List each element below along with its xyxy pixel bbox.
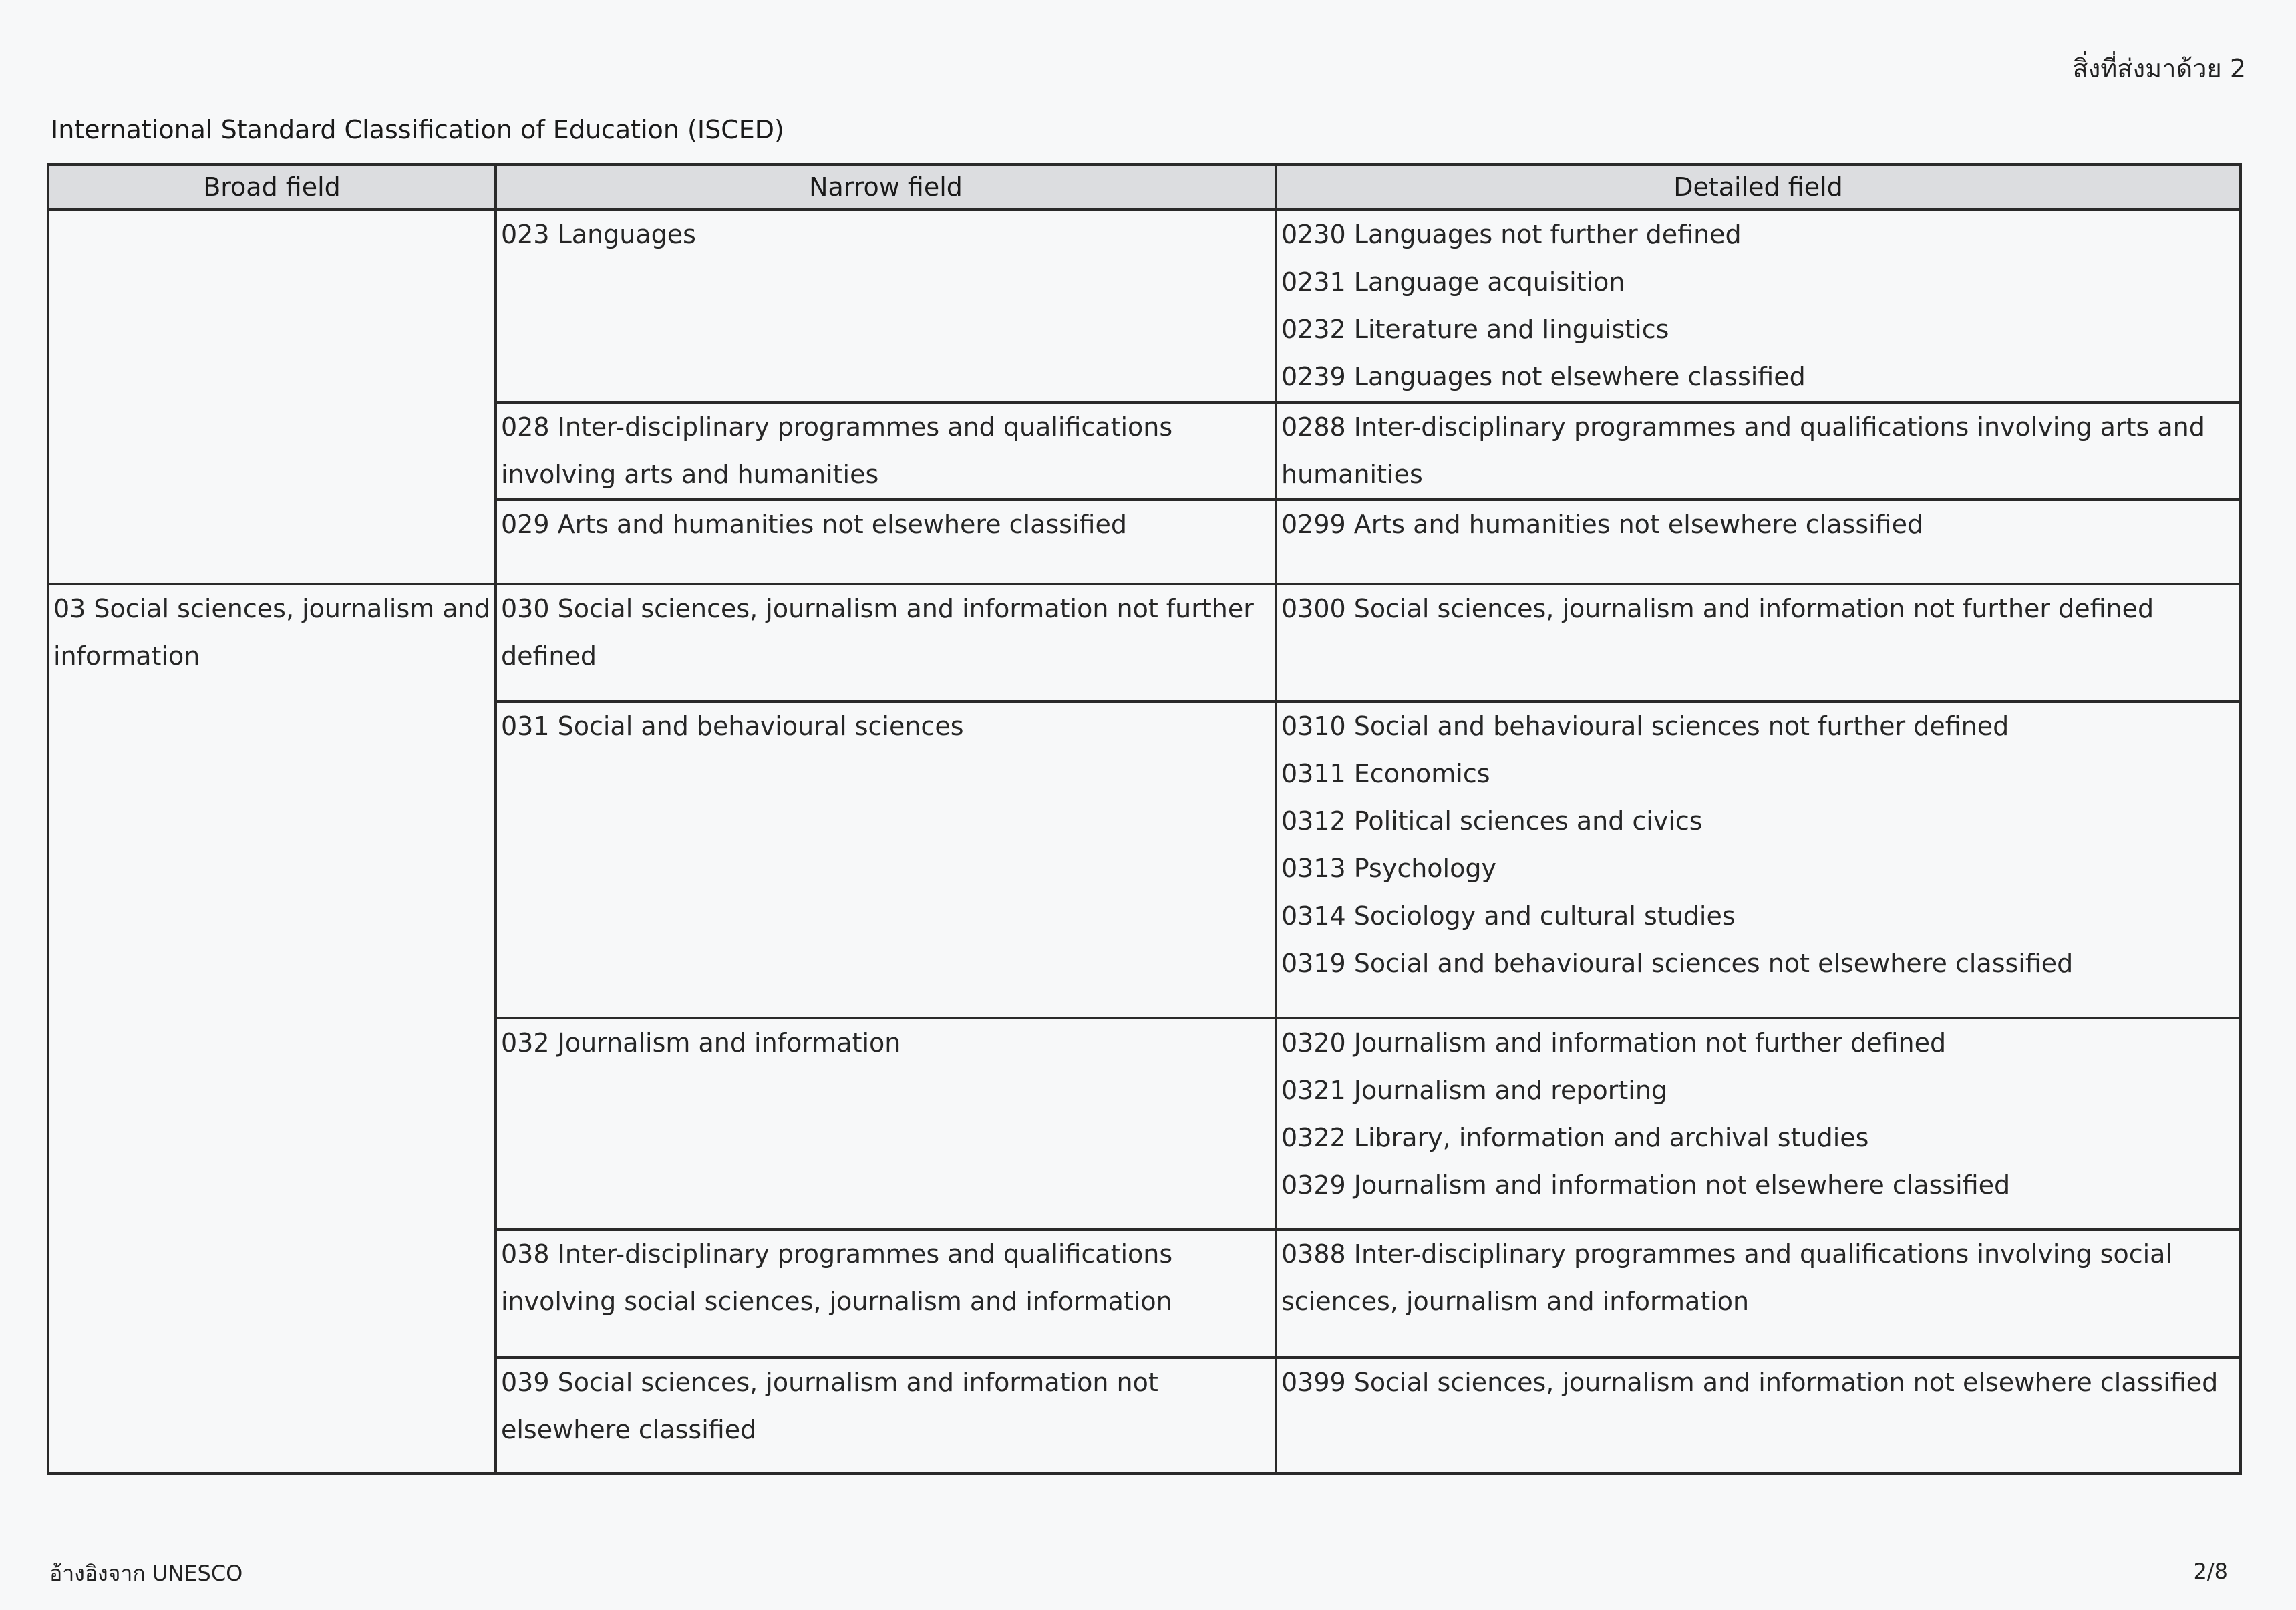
detailed-field-item: 0322 Library, information and archival studies [1281, 1123, 1869, 1152]
detailed-field-cell [1276, 402, 2241, 500]
detailed-field-cell [1276, 1018, 2241, 1229]
detailed-field-cell [1276, 584, 2241, 701]
narrow-field-text: 028 Inter-disciplinary programmes and qualifications involving arts and humanities [501, 412, 1173, 489]
narrow-field-text: 030 Social sciences, journalism and information not further defined [501, 594, 1254, 671]
detailed-field-item: 0300 Social sciences, journalism and information not further defined [1281, 594, 2154, 623]
column-header-detailed-field: Detailed field [1276, 164, 2241, 210]
detailed-field-item: 0288 Inter-disciplinary programmes and qualifications involving arts and humanities [1281, 412, 2205, 489]
narrow-field-text: 029 Arts and humanities not elsewhere classified [501, 510, 1127, 539]
broad-field-cell [48, 210, 496, 584]
document-title: International Standard Classification of Education (ISCED) [51, 115, 784, 144]
broad-field-cell [48, 584, 496, 1474]
narrow-field-text: 038 Inter-disciplinary programmes and qualifications involving social sciences, journalism and information [501, 1239, 1173, 1316]
detailed-field-item: 0239 Languages not elsewhere classified [1281, 362, 1806, 391]
detailed-field-item: 0310 Social and behavioural sciences not further defined [1281, 711, 2009, 741]
narrow-field-cell [496, 584, 1276, 701]
detailed-field-item: 0314 Sociology and cultural studies [1281, 901, 1736, 931]
detailed-field-item: 0299 Arts and humanities not elsewhere classified [1281, 510, 1924, 539]
detailed-field-item: 0313 Psychology [1281, 854, 1496, 883]
table-row [48, 210, 2241, 402]
detailed-field-item: 0388 Inter-disciplinary programmes and qualifications involving social sciences, journalism and information [1281, 1239, 2173, 1316]
detailed-field-cell [1276, 500, 2241, 584]
detailed-field-item: 0321 Journalism and reporting [1281, 1076, 1668, 1105]
narrow-field-text: 032 Journalism and information [501, 1028, 901, 1058]
page-number: 2/8 [2193, 1559, 2228, 1584]
detailed-field-item: 0312 Political sciences and civics [1281, 806, 1703, 836]
footer-source: อ้างอิงจาก UNESCO [49, 1561, 243, 1586]
table-row [48, 584, 2241, 701]
narrow-field-cell [496, 500, 1276, 584]
isced-table [47, 163, 2242, 1475]
detailed-field-item: 0311 Economics [1281, 759, 1490, 788]
detailed-field-item: 0230 Languages not further defined [1281, 220, 1742, 249]
column-header-broad-field: Broad field [48, 164, 496, 210]
narrow-field-cell [496, 701, 1276, 1018]
detailed-field-item: 0320 Journalism and information not further defined [1281, 1028, 1947, 1058]
detailed-field-cell [1276, 1357, 2241, 1474]
detailed-field-item: 0329 Journalism and information not elsewhere classified [1281, 1170, 2011, 1200]
narrow-field-cell [496, 1357, 1276, 1474]
narrow-field-cell [496, 210, 1276, 402]
narrow-field-cell [496, 402, 1276, 500]
narrow-field-text: 031 Social and behavioural sciences [501, 711, 964, 741]
detailed-field-item: 0319 Social and behavioural sciences not elsewhere classified [1281, 949, 2074, 978]
narrow-field-text: 023 Languages [501, 220, 696, 249]
table-header-row [48, 164, 2241, 210]
detailed-field-cell [1276, 701, 2241, 1018]
broad-field-text: 03 Social sciences, journalism and information [53, 594, 490, 671]
column-header-narrow-field: Narrow field [496, 164, 1276, 210]
detailed-field-cell [1276, 1229, 2241, 1357]
narrow-field-cell [496, 1018, 1276, 1229]
detailed-field-item: 0232 Literature and linguistics [1281, 315, 1669, 344]
detailed-field-item: 0231 Language acquisition [1281, 267, 1625, 297]
detailed-field-cell [1276, 210, 2241, 402]
detailed-field-item: 0399 Social sciences, journalism and information not elsewhere classified [1281, 1367, 2219, 1397]
narrow-field-text: 039 Social sciences, journalism and information not elsewhere classified [501, 1367, 1158, 1444]
attachment-label: สิ่งที่ส่งมาด้วย 2 [2072, 54, 2246, 84]
narrow-field-cell [496, 1229, 1276, 1357]
